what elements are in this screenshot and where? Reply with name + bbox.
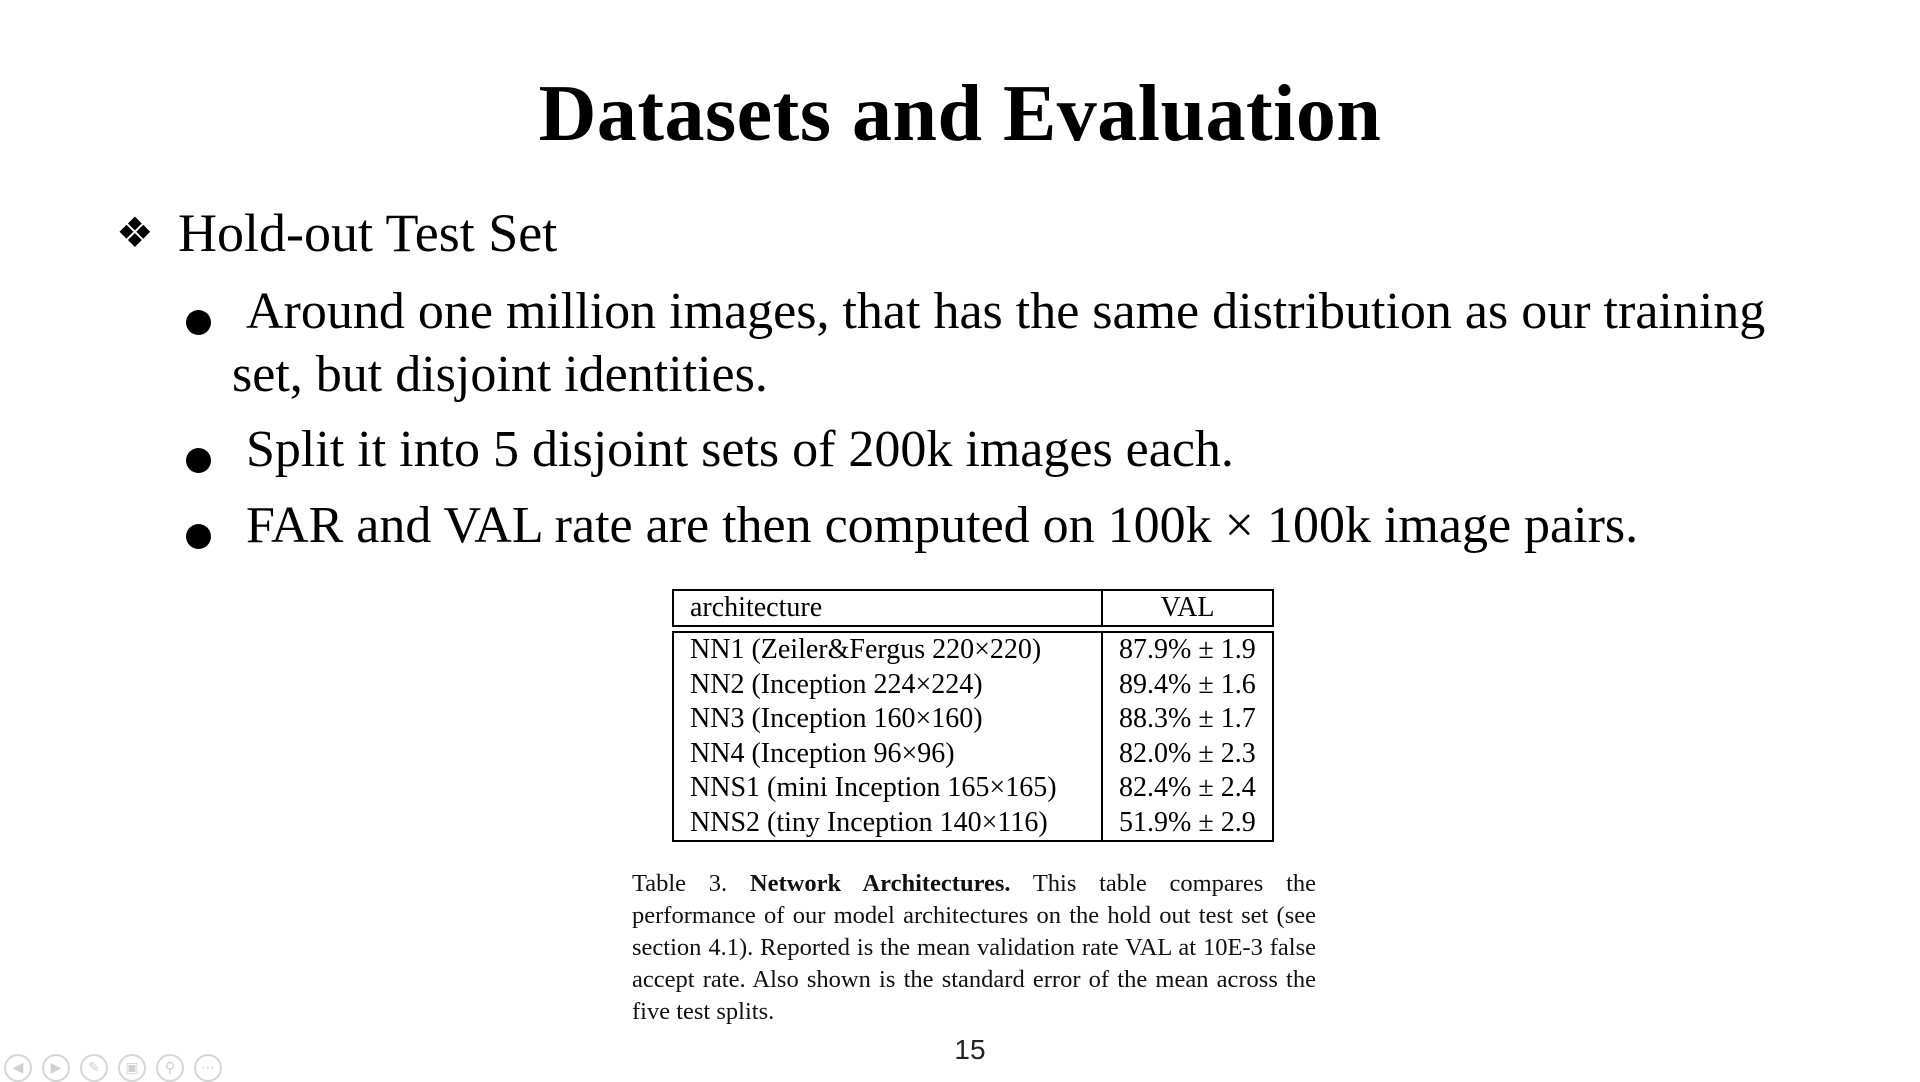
table-cell: 88.3% ± 1.7 [1102, 702, 1273, 737]
slide-title: Datasets and Evaluation [538, 70, 1382, 158]
table-row [673, 632, 1273, 668]
slideshow-nav [4, 1054, 222, 1082]
table-cell: NN2 (Inception 224×224) [673, 668, 1102, 703]
table-header-architecture: architecture [673, 590, 1102, 626]
slides-icon[interactable]: ▣ [118, 1054, 146, 1082]
table-cell: 82.0% ± 2.3 [1102, 737, 1273, 772]
zoom-icon[interactable]: ⚲ [156, 1054, 184, 1082]
table-cell: NN3 (Inception 160×160) [673, 702, 1102, 737]
table-row [673, 771, 1273, 806]
next-icon[interactable]: ▶ [42, 1054, 70, 1082]
pen-icon[interactable]: ✎ [80, 1054, 108, 1082]
previous-icon[interactable]: ◀ [4, 1054, 32, 1082]
bullet-level1 [116, 200, 557, 267]
table-row [673, 806, 1273, 842]
bullet-dot-icon [186, 448, 211, 473]
bullet-text: Around one million images, that has the same distribution as our training set, but disjoint identities. [232, 283, 1766, 403]
caption-bold: Network Architectures. [749, 870, 1011, 897]
table-row [673, 702, 1273, 737]
bullet-level1-text: Hold-out Test Set [178, 203, 558, 263]
table-header-val: VAL [1102, 590, 1273, 626]
caption-label: Table 3. [632, 870, 728, 897]
table-caption [632, 868, 1316, 1028]
table-cell: 51.9% ± 2.9 [1102, 806, 1273, 842]
table-cell: 89.4% ± 1.6 [1102, 668, 1273, 703]
table-row [673, 668, 1273, 703]
bullet-dot-icon [186, 310, 211, 335]
more-icon[interactable]: ⋯ [194, 1054, 222, 1082]
table-cell: NN4 (Inception 96×96) [673, 737, 1102, 772]
table-cell: 87.9% ± 1.9 [1102, 632, 1273, 668]
table-cell: NNS1 (mini Inception 165×165) [673, 771, 1102, 806]
page-number: 15 [954, 1034, 986, 1065]
bullet-text: Split it into 5 disjoint sets of 200k images each. [246, 421, 1234, 478]
diamond-bullet-icon: ❖ [116, 211, 154, 257]
table-row [673, 737, 1273, 772]
caption-text: This table compares the performance of our model architectures on the hold out test set (see section 4.1). Reported is the mean validation rate VAL at 10E-3 false accept rate. Also shown is the standard error of the mean across the five test splits. [632, 870, 1317, 1025]
bullet-item [186, 280, 1826, 406]
table-cell: NN1 (Zeiler&Fergus 220×220) [673, 632, 1102, 668]
bullet-text: FAR and VAL rate are then computed on 100k × 100k image pairs. [246, 497, 1639, 554]
bullet-item [186, 494, 1826, 557]
table-cell: NNS2 (tiny Inception 140×116) [673, 806, 1102, 842]
results-table [672, 589, 1274, 842]
table-cell: 82.4% ± 2.4 [1102, 771, 1273, 806]
bullet-dot-icon [186, 524, 211, 549]
bullet-item [186, 418, 1826, 481]
